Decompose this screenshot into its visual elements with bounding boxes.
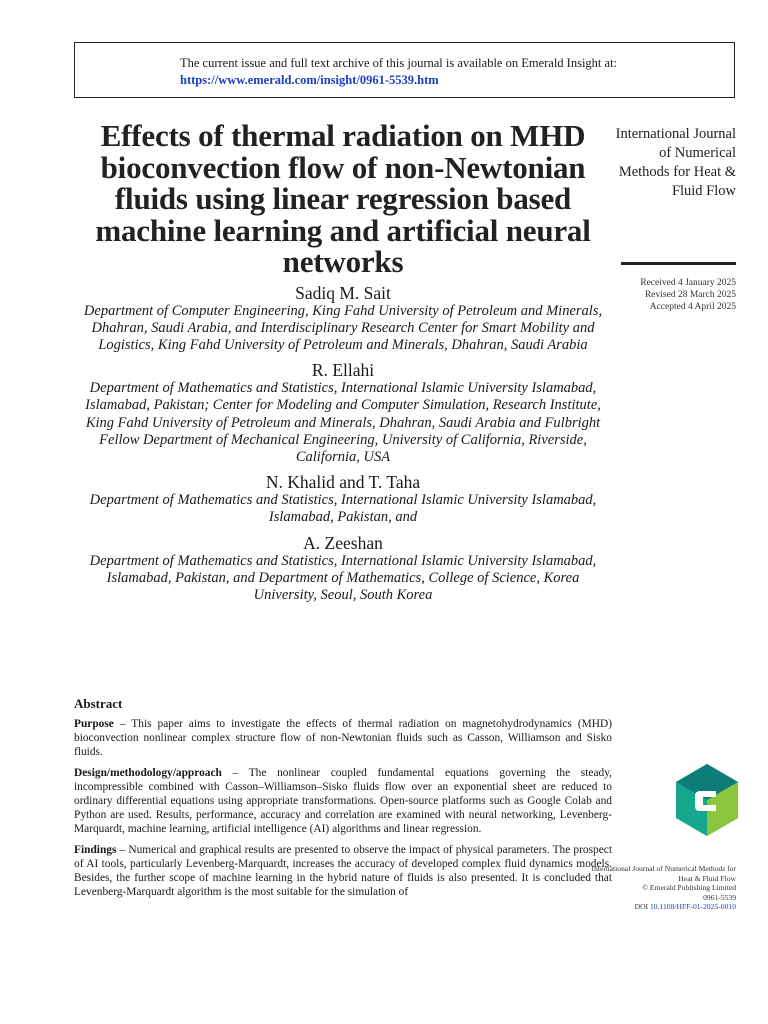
article-title: Effects of thermal radiation on MHD bioconvection flow of non-Newtonian fluids using linear regression based machine learning and artificial neural networks: [95, 118, 591, 279]
journal-divider: [621, 262, 736, 265]
abstract-findings: [74, 843, 612, 899]
emerald-crossmark-logo-icon[interactable]: [676, 764, 738, 836]
archive-notice-box: [74, 42, 735, 98]
purpose-text: – This paper aims to investigate the effects of thermal radiation on magnetohydrodynamics (MHD) bioconvection nonlinear complex structure flow of non-Newtonian fluids such as Casson, Williamson and Sisko fluids.: [74, 718, 612, 758]
pubinfo-issn: 0961-5539: [703, 892, 736, 902]
archive-notice-link[interactable]: https://www.emerald.com/insight/0961-5539.htm: [180, 73, 439, 87]
author-affiliation: Department of Computer Engineering, King Fahd University of Petroleum and Minerals, Dhahran, Saudi Arabia, and Interdisciplinary Research Center for Smart Mobility and Logistics, King Fahd University of Petroleum and Minerals, Dhahran, Saudi Arabia: [83, 302, 603, 353]
article-dates: [596, 277, 736, 313]
pubinfo-doi-line: [586, 902, 736, 912]
abstract-design: [74, 766, 612, 836]
author-affiliation: Department of Mathematics and Statistics, International Islamic University Islamabad, Islamabad, Pakistan; Center for Modeling and Computer Simulation, Research Institute, King Fahd University of Petroleum and Minerals, Dhahran, Saudi Arabia and Fulbright Fellow Department of Mechanical Engineering, University of California, Riverside, California, USA: [85, 380, 601, 465]
author-affiliation: Department of Mathematics and Statistics, International Islamic University Islamabad, Islamabad, Pakistan, and: [89, 492, 597, 526]
doi-link[interactable]: 10.1108/HFF-01-2025-0010: [650, 902, 736, 912]
author-name: R. Ellahi: [311, 360, 375, 381]
findings-text: – Numerical and graphical results are presented to observe the impact of physical parameters. The prospect of AI tools, particularly Levenberg-Marquardt, increases the accuracy of developed complex fluid dynamics models. Besides, the further scope of machine learning in the hybrid nature of fluids is also presented. It is concluded that Levenberg-Marquardt algorithm is the most suitable for the simulation of: [74, 844, 612, 898]
author-name: A. Zeeshan: [303, 532, 383, 553]
accepted-date: Accepted 4 April 2025: [649, 302, 736, 312]
article-header: [74, 120, 612, 604]
pubinfo-copyright: © Emerald Publishing Limited: [642, 883, 736, 893]
revised-date: Revised 28 March 2025: [644, 290, 736, 300]
abstract-purpose: [74, 717, 612, 759]
design-label: Design/methodology/approach: [74, 767, 222, 779]
design-text: – The nonlinear coupled fundamental equations governing the steady, incompressible combined with Casson–Williamson–Sisko fluids flow over an exponential sheet are reduced to ordinary differential equations using appropriate transformations. Open-source platforms such as Google Colab and Python are used. Results, performance, accuracy and correlation are examined with neural networking, Levenberg-Marquardt, machine learning, artificial intelligence (AI) algorithms and linear regression.: [74, 767, 612, 835]
doi-label: DOI: [634, 902, 649, 912]
abstract-heading: Abstract: [74, 696, 123, 711]
author-affiliation: Department of Mathematics and Statistics, International Islamic University Islamabad, Islamabad, Pakistan, and Department of Mathematics, College of Science, Korea University, Seoul, South Korea: [89, 552, 597, 603]
abstract-section: [74, 697, 612, 906]
author-name: Sadiq M. Sait: [295, 282, 391, 303]
pubinfo-journal: International Journal of Numerical Methods for Heat & Fluid Flow: [591, 864, 736, 883]
archive-notice-text: The current issue and full text archive of this journal is available on Emerald Insight at:: [180, 56, 618, 70]
author-name: N. Khalid and T. Taha: [265, 472, 421, 493]
findings-label: Findings: [74, 844, 117, 856]
purpose-label: Purpose: [74, 718, 114, 730]
publication-info: [586, 864, 736, 912]
received-date: Received 4 January 2025: [640, 278, 736, 288]
journal-name: International Journal of Numerical Methods for Heat & Fluid Flow: [615, 126, 736, 199]
